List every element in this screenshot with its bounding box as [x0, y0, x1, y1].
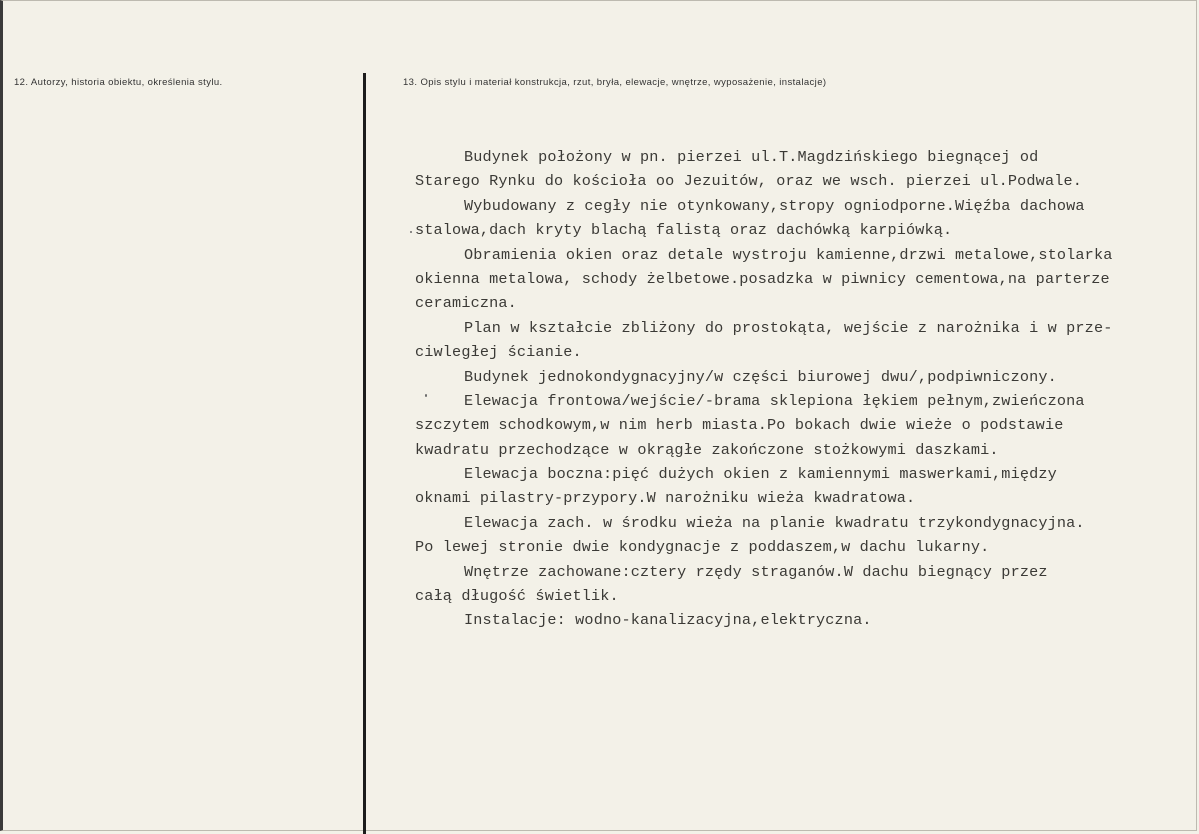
column-divider	[363, 73, 366, 834]
typed-line: Wybudowany z cegły nie otynkowany,stropy ogniodporne.Więźba dachowa	[464, 196, 1085, 215]
typed-line: Elewacja frontowa/wejście/-brama sklepiona łękiem pełnym,zwieńczona	[464, 391, 1085, 410]
section-13-label: 13. Opis stylu i materiał konstrukcja, rzut, bryła, elewacje, wnętrze, wyposażenie, instalacje)	[403, 77, 827, 88]
typed-line: szczytem schodkowym,w nim herb miasta.Po bokach dwie wieże o podstawie	[415, 416, 1064, 435]
ink-speck	[425, 394, 427, 397]
typed-line: ciwległej ścianie.	[415, 343, 582, 362]
typed-line: Elewacja zach. w środku wieża na planie kwadratu trzykondygnacyjna.	[464, 513, 1085, 532]
typed-line: Po lewej stronie dwie kondygnacje z poddaszem,w dachu lukarny.	[415, 538, 990, 557]
typed-line: okienna metalowa, schody żelbetowe.posadzka w piwnicy cementowa,na parterze	[415, 269, 1110, 288]
typed-line: Elewacja boczna:pięć dużych okien z kamiennymi maswerkami,między	[464, 465, 1057, 484]
typed-line: stalowa,dach kryty blachą falistą oraz dachówką karpiówką.	[415, 221, 953, 240]
ink-speck	[410, 231, 412, 233]
typed-line: Budynek położony w pn. pierzei ul.T.Magdzińskiego biegnącej od	[464, 148, 1039, 166]
typed-line: kwadratu przechodzące w okrągłe zakończone stożkowymi daszkami.	[415, 440, 999, 459]
typed-line: ceramiczna.	[415, 294, 517, 313]
section-12-label: 12. Autorzy, historia obiektu, określenia stylu.	[14, 77, 223, 88]
typed-line: Budynek jednokondygnacyjny/w części biurowej dwu/,podpiwniczony.	[464, 367, 1057, 386]
typed-line: Starego Rynku do kościoła oo Jezuitów, oraz we wsch. pierzei ul.Podwale.	[415, 172, 1083, 191]
typed-line: całą długość świetlik.	[415, 587, 619, 606]
typed-line: Wnętrze zachowane:cztery rzędy straganów.W dachu biegnący przez	[464, 562, 1048, 581]
typed-line: Instalacje: wodno-kanalizacyjna,elektryczna.	[464, 611, 872, 630]
typed-line: Obramienia okien oraz detale wystroju kamienne,drzwi metalowe,stolarka	[464, 245, 1113, 264]
typed-line: oknami pilastry-przypory.W narożniku wieża kwadratowa.	[415, 489, 916, 508]
authors-history-column	[6, 1, 363, 832]
description-text	[415, 145, 1175, 633]
typed-line: Plan w kształcie zbliżony do prostokąta, wejście z narożnika i w prze-	[464, 318, 1113, 337]
